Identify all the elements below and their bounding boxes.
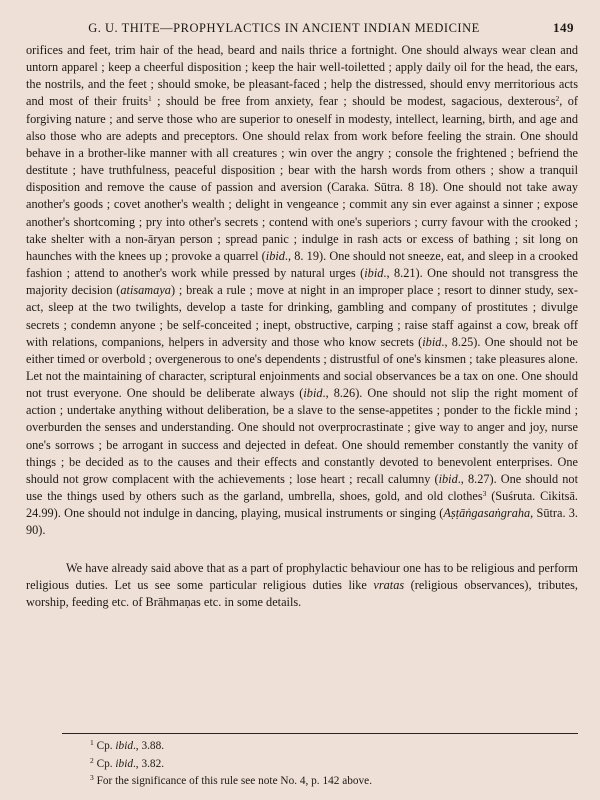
italic-text: Aṣṭāṅgasaṅgraha — [443, 506, 531, 521]
running-title: G. U. THITE—PROPHYLACTICS IN ANCIENT INDIAN MEDICINE — [88, 21, 480, 35]
footnote-text: ., 3.82. — [132, 757, 165, 770]
footnote-ref: 2 — [555, 94, 560, 104]
italic-text: atisamaya — [120, 283, 171, 298]
text-run: , of forgiving nature ; and serve those who are superior to oneself in modesty, intellect, learning, birth, and age and also those who are adepts and preceptors. One should relax from work before feeling the strain. One should behave in a brother-like manner with all creatures ; win over the angry ; console the frightened ; befriend the destitute ; have truthfulness, peaceful disposition ; bear with the harsh words from others ; show a tranquil disposition and remove the cause of passion and aversion (Caraka. Sūtra. 8 18). One should not take away another's goods ; covet another's wealth ; delight in vengeance ; commit any sin ever against a sinner ; expose another's shortcoming ; pry into other's secrets ; contend with one's superiors ; curry favour with the crooked ; take shelter with a non-āryan person ; spread panic ; indulge in rash acts or excess of bathing ; sit long on haunches with the knees up ; provoke a quarrel ( — [26, 94, 578, 263]
text-run: , Sūtra. 3. 90). — [26, 506, 578, 538]
italic-text: ibid — [364, 266, 384, 281]
footnote-italic: ibid — [115, 757, 133, 770]
text-run: ., 8.26). One should not slip the right moment of action ; undertake anything without deliberation, be a slave to the sense-appetites ; ponder to the fickle mind ; overburden the senses and understanding. One should not overprocrastinate ; give way to anger and joy, nurse one's sorrows ; be arrogant in success and dejected in defeat. One should remember constantly the vanity of things ; be decided as to the causes and their effects and constantly devoted to benevolent enterprises. One should not grow complacent with the achievements ; lose heart ; recall calumny ( — [26, 386, 578, 486]
text-run: (Suśruta. Cikitsā. 24.99). One should not indulge in dancing, playing, musical instruments or singing ( — [26, 489, 578, 521]
running-header — [26, 20, 578, 42]
text-run: ) ; break a rule ; move at night in an improper place ; resort to dinner study, sex-act, sleep at the two twilights, develop a taste for drinking, gambling and company of prostitutes ; divulge secrets ; condemn anyone ; be self-conceited ; inept, obstructive, carping ; raise staff against a cow, break off with relations, companions, helpers in adversity and those who know secrets ( — [26, 283, 579, 349]
footnote-ref: 1 — [148, 94, 152, 104]
text-run: ., 8.25). One should not be either timed or overbold ; overgenerous to one's dependents ; distrustful of one's kinsmen ; take pleasures alone. Let not the maintaining of character, scriptural enjoinments and social observances be a tax on one. One should not trust everyone. One should be deliberate always ( — [26, 334, 578, 401]
footnote-marker: 2 — [90, 755, 94, 765]
footnote-ref: 3 — [482, 489, 487, 499]
footnote-text: For the significance of this rule see note No. 4, p. 142 above. — [93, 775, 373, 788]
paragraph-1 — [26, 42, 578, 540]
text-run: ., 8.21). One should not transgress the majority decision ( — [26, 266, 578, 298]
text-run: ; should be free from anxiety, fear ; should be modest, sagacious, dexterous — [151, 94, 556, 109]
main-text — [26, 42, 578, 611]
footnote-italic: ibid — [115, 740, 133, 752]
text-run: ., 8. 19). One should not sneeze, eat, and sleep in a crooked fashion ; attend to another's work while pressed by natural urges ( — [26, 248, 578, 281]
footnote-divider — [62, 733, 578, 734]
footnote-1 — [90, 738, 578, 756]
paragraph-2 — [26, 560, 578, 611]
footnote-marker: 3 — [90, 773, 94, 783]
text-run: orifices and feet, trim hair of the head, beard and nails thrice a fortnight. One should always wear clean and untorn apparel ; keep a cheerful disposition ; keep the hair well-toiletted ; apply daily oil for the head, the ears, the nostrils, and the feet ; should smoke, be pleasant-faced ; help the distressed, should envy merritorious acts and most of their fruits — [26, 43, 578, 109]
text-run: ., 8.27). One should not use the things used by others such as the garland, umbrella, shoes, gold, and old clothes — [26, 471, 578, 504]
italic-text: vratas — [373, 577, 405, 592]
footnote-text: Cp. — [93, 757, 116, 770]
italic-text: ibid — [265, 248, 285, 263]
footnotes — [90, 738, 578, 791]
page-number: 149 — [553, 20, 574, 35]
text-run: (religious observances), tributes, worship, feeding etc. of Brāhmaṇas etc. in some details. — [26, 577, 578, 609]
footnote-2 — [90, 756, 578, 774]
italic-text: ibid — [303, 386, 323, 401]
footnote-marker: 1 — [90, 738, 94, 747]
footnote-3 — [90, 773, 578, 791]
footnote-text: Cp. — [93, 740, 116, 752]
text-run: We have already said above that as a part of prophylactic behaviour one has to be religious and perform religious duties. Let us see some particular religious duties like — [26, 560, 578, 592]
footnote-text: ., 3.88. — [132, 740, 165, 752]
italic-text: ibid — [422, 334, 442, 349]
italic-text: ibid — [438, 471, 458, 486]
